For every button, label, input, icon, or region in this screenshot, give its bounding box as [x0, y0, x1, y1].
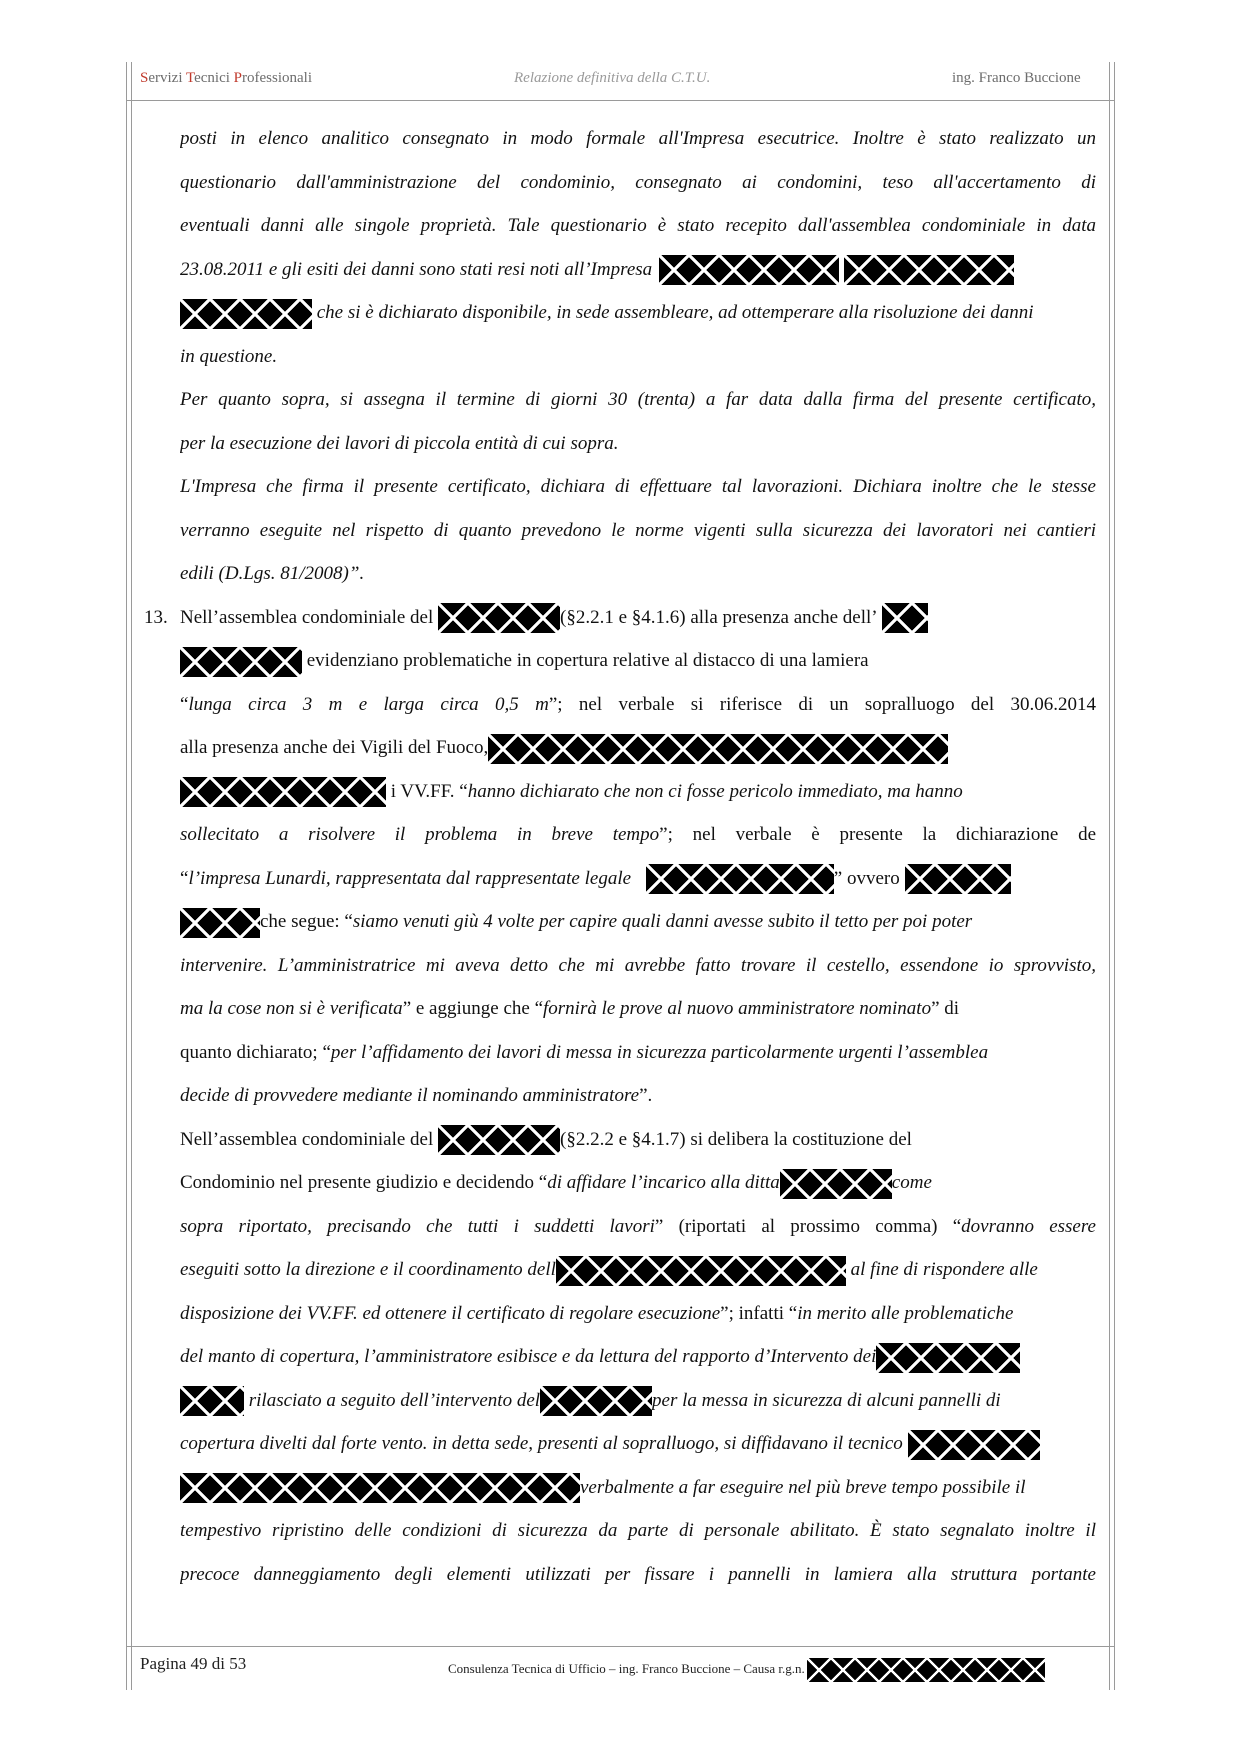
text-line: eseguiti sotto la direzione e il coordinamento dell al fine di rispondere alle — [180, 1248, 1096, 1292]
redacted-block — [807, 1658, 1045, 1682]
text-line: che si è dichiarato disponibile, in sede assembleare, ad ottemperare alla risoluzione dei danni — [180, 291, 1096, 335]
text-line: per la esecuzione dei lavori di piccola entità di cui sopra. — [180, 432, 619, 454]
text-line: questionario dall'amministrazione del condominio, consegnato ai condomini, teso all'accertamento di — [180, 171, 1096, 193]
header-title: Relazione definitiva della C.T.U. — [514, 70, 711, 86]
text-line: “lunga circa 3 m e larga circa 0,5 m”; nel verbale si riferisce di un sopralluogo del 30.06.2014 — [180, 693, 1096, 715]
footer-rule — [126, 1646, 1114, 1647]
header-brand: Servizi Tecnici Professionali — [140, 70, 312, 86]
text-line: ma la cose non si è verificata” e aggiunge che “fornirà le prove al nuovo amministratore nominato” di — [180, 998, 960, 1019]
redacted-block — [180, 1386, 244, 1416]
redacted-block — [488, 734, 948, 764]
text-line: 23.08.2011 e gli esiti dei danni sono stati resi noti all’Impresa — [180, 248, 1096, 292]
header-rule — [126, 100, 1114, 101]
redacted-block — [438, 1125, 560, 1155]
text-line: L'Impresa che firma il presente certificato, dichiara di effettuare tal lavorazioni. Dichiara inoltre che le stesse — [180, 476, 1096, 497]
redacted-block — [180, 1473, 580, 1503]
right-margin-rule — [1109, 62, 1110, 1690]
redacted-block — [908, 1430, 1040, 1460]
text-line: posti in elenco analitico consegnato in modo formale all'Impresa esecutrice. Inoltre è stato realizzato un — [180, 128, 1096, 149]
text-line: sopra riportato, precisando che tutti i suddetti lavori” (riportati al prossimo comma) “dovranno essere — [180, 1215, 1096, 1237]
redacted-block — [180, 908, 260, 938]
list-item-13: 13. Nell’assemblea condominiale del (§2.2.1 e §4.1.6) alla presenza anche dell’ — [180, 596, 1096, 640]
redacted-block — [882, 603, 928, 633]
document-body — [144, 117, 1096, 1596]
text-line: intervenire. L’amministratrice mi aveva detto che mi avrebbe fatto trovare il cestello, essendone io sprovvisto, — [180, 954, 1096, 976]
text-line: disposizione dei VV.FF. ed ottenere il certificato di regolare esecuzione”; infatti “in merito alle problematiche — [180, 1302, 1014, 1324]
redacted-block — [180, 299, 312, 329]
left-margin-rule — [126, 62, 127, 1690]
text-line: evidenziano problematiche in copertura relative al distacco di una lamiera — [180, 639, 1096, 683]
redacted-block — [438, 603, 560, 633]
redacted-block — [844, 255, 1014, 285]
right-margin-rule-inner — [1114, 62, 1115, 1690]
text-line: eventuali danni alle singole proprietà. Tale questionario è stato recepito dall'assemblea condominiale in data — [180, 215, 1096, 236]
text-line: alla presenza anche dei Vigili del Fuoco, — [180, 726, 1096, 770]
text-line: i VV.FF. “hanno dichiarato che non ci fosse pericolo immediato, ma hanno — [180, 770, 1096, 814]
text-line: del manto di copertura, l’amministratore esibisce e da lettura del rapporto d’Intervento dei — [180, 1335, 1096, 1379]
redacted-block — [876, 1343, 1020, 1373]
text-line: Nell’assemblea condominiale del (§2.2.2 e §4.1.7) si delibera la costituzione del — [180, 1118, 1096, 1162]
text-line: copertura divelti dal forte vento. in detta sede, presenti al sopralluogo, si diffidavano il tecnico — [180, 1422, 1096, 1466]
redacted-block — [659, 255, 839, 285]
redacted-block — [905, 864, 1011, 894]
text-line: decide di provvedere mediante il nominando amministratore”. — [180, 1085, 653, 1106]
text-line: Condominio nel presente giudizio e decidendo “di affidare l’incarico alla ditta come — [180, 1161, 1096, 1205]
list-number: 13. — [144, 606, 168, 628]
left-margin-rule-inner — [131, 62, 132, 1690]
text-line: Per quanto sopra, si assegna il termine di giorni 30 (trenta) a far data dalla firma del presente certificato, — [180, 389, 1096, 410]
redacted-block — [180, 777, 386, 807]
text-line: sollecitato a risolvere il problema in breve tempo”; nel verbale è presente la dichiarazione de — [180, 824, 1096, 845]
text-line: rilasciato a seguito dell’intervento del per la messa in sicurezza di alcuni pannelli di — [180, 1379, 1096, 1423]
redacted-block — [180, 647, 302, 677]
text-line: quanto dichiarato; “per l’affidamento dei lavori di messa in sicurezza particolarmente urgenti l’assemblea — [180, 1041, 989, 1063]
text-line: in questione. — [180, 345, 278, 367]
text-line: verbalmente a far eseguire nel più breve tempo possibile il — [180, 1466, 1096, 1510]
footer-page-number: Pagina 49 di 53 — [140, 1654, 247, 1673]
redacted-block — [556, 1256, 846, 1286]
text-line: “l’impresa Lunardi, rappresentata dal rappresentate legale ” ovvero — [180, 857, 1096, 901]
text-line: che segue: “siamo venuti giù 4 volte per capire quali danni avesse subito il tetto per poi poter — [180, 900, 1096, 944]
header-author: ing. Franco Buccione — [952, 70, 1081, 86]
footer-consultancy: Consulenza Tecnica di Ufficio – ing. Franco Buccione – Causa r.g.n. — [448, 1658, 1045, 1682]
text-line: tempestivo ripristino delle condizioni di sicurezza da parte di personale abilitato. È stato segnalato inoltre il — [180, 1520, 1096, 1541]
redacted-block — [540, 1386, 652, 1416]
redacted-block — [646, 864, 834, 894]
text-line: edili (D.Lgs. 81/2008)”. — [180, 563, 365, 584]
text-line: precoce danneggiamento degli elementi utilizzati per fissare i pannelli in lamiera alla struttura portante — [180, 1563, 1096, 1585]
redacted-block — [780, 1169, 892, 1199]
text-line: verranno eseguite nel rispetto di quanto prevedono le norme vigenti sulla sicurezza dei lavoratori nei cantieri — [180, 519, 1096, 541]
